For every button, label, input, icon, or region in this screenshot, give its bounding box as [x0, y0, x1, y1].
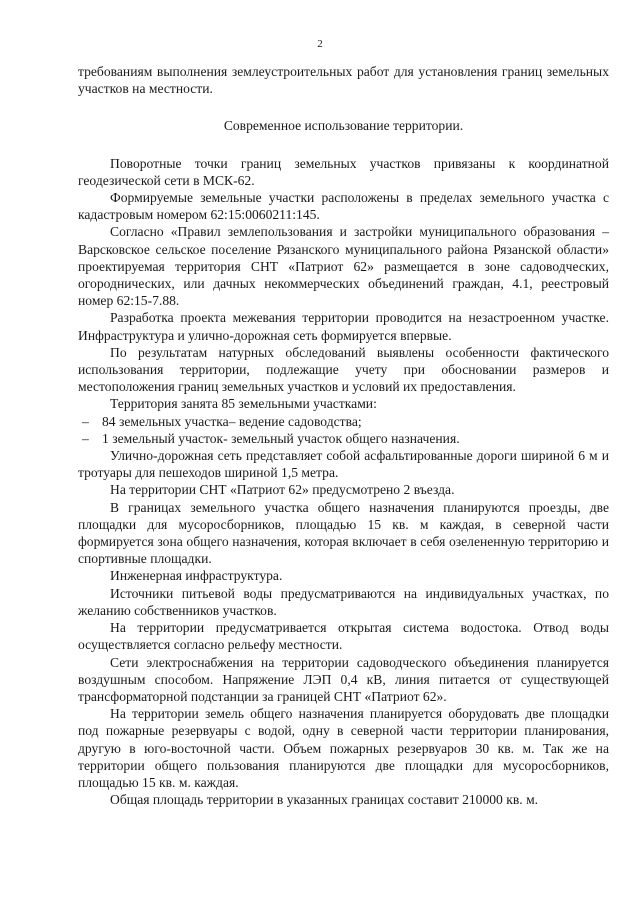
- document-body: [78, 63, 609, 808]
- paragraph: На территории СНТ «Патриот 62» предусмотрено 2 въезда.: [110, 482, 455, 498]
- paragraph: Территория занята 85 земельными участками:: [110, 396, 377, 412]
- list-item-text: 84 земельных участка– ведение садоводства;: [102, 413, 362, 429]
- paragraph: Инженерная инфраструктура.: [110, 568, 283, 584]
- paragraph: Поворотные точки границ земельных участков привязаны к координатной геодезической сети в МСК-62.: [78, 155, 609, 188]
- list-item: [78, 413, 609, 430]
- paragraph: На территории земель общего назначения планируется оборудовать две площадки под пожарные резервуары с водой, одну в северной части территории планирования, другую в юго-восточной части. Объем пожарных резервуаров 30 кв. м. Так же на территории общего пользования планируются две площадки для мусоросборников, площадью 15 кв. м. каждая.: [78, 706, 609, 790]
- section-title: Современное использование территории.: [223, 118, 464, 134]
- lead-paragraph: требованиям выполнения землеустроительных работ для установления границ земельных участков на местности.: [78, 64, 609, 97]
- list-item-text: 1 земельный участок- земельный участок общего назначения.: [102, 430, 460, 446]
- paragraph: Общая площадь территории в указанных границах составит 210000 кв. м.: [110, 792, 539, 808]
- paragraph: По результатам натурных обследований выявлены особенности фактического использования территории, подлежащие учету при обосновании размеров и местоположения границ земельных участков и условий их предоставления.: [78, 344, 609, 395]
- paragraph: На территории предусматривается открытая система водостока. Отвод воды осуществляется согласно рельефу местности.: [78, 620, 609, 653]
- paragraph: Разработка проекта межевания территории проводится на незастроенном участке. Инфраструктура и улично-дорожная сеть формируется впервые.: [78, 310, 609, 343]
- paragraph: Формируемые земельные участки расположены в пределах земельного участка с кадастровым номером 62:15:0060211:145.: [78, 190, 609, 223]
- paragraph: Источники питьевой воды предусматриваются на индивидуальных участках, по желанию собственников участков.: [78, 585, 609, 618]
- page-number: 2: [317, 38, 323, 50]
- paragraph: В границах земельного участка общего назначения планируются проезды, две площадки для мусоросборников, площадью 15 кв. м каждая, в северной части формируется зона общего назначения, которая включает в себя озелененную территорию и спортивные площадки.: [78, 499, 609, 567]
- paragraph: Согласно «Правил землепользования и застройки муниципального образования – Варсковское сельское поселение Рязанского муниципального района Рязанской области» проектируемая территория СНТ «Патриот 62» размещается в зоне садоводческих, огороднических, или дачных некоммерческих объединений граждан, 4.1, реестровый номер 62:15-7.88.: [78, 224, 609, 309]
- paragraph: Улично-дорожная сеть представляет собой асфальтированные дороги шириной 6 м и тротуары для пешеходов шириной 1,5 метра.: [78, 448, 609, 481]
- list-dash: –: [82, 413, 89, 429]
- list-dash: –: [82, 430, 89, 446]
- list-item: [78, 430, 609, 447]
- paragraph: Сети электроснабжения на территории садоводческого объединения планируется воздушным способом. Напряжение ЛЭП 0,4 кВ, линия питается от существующей трансформаторной подстанции за границей СНТ «Патриот 62».: [78, 654, 609, 704]
